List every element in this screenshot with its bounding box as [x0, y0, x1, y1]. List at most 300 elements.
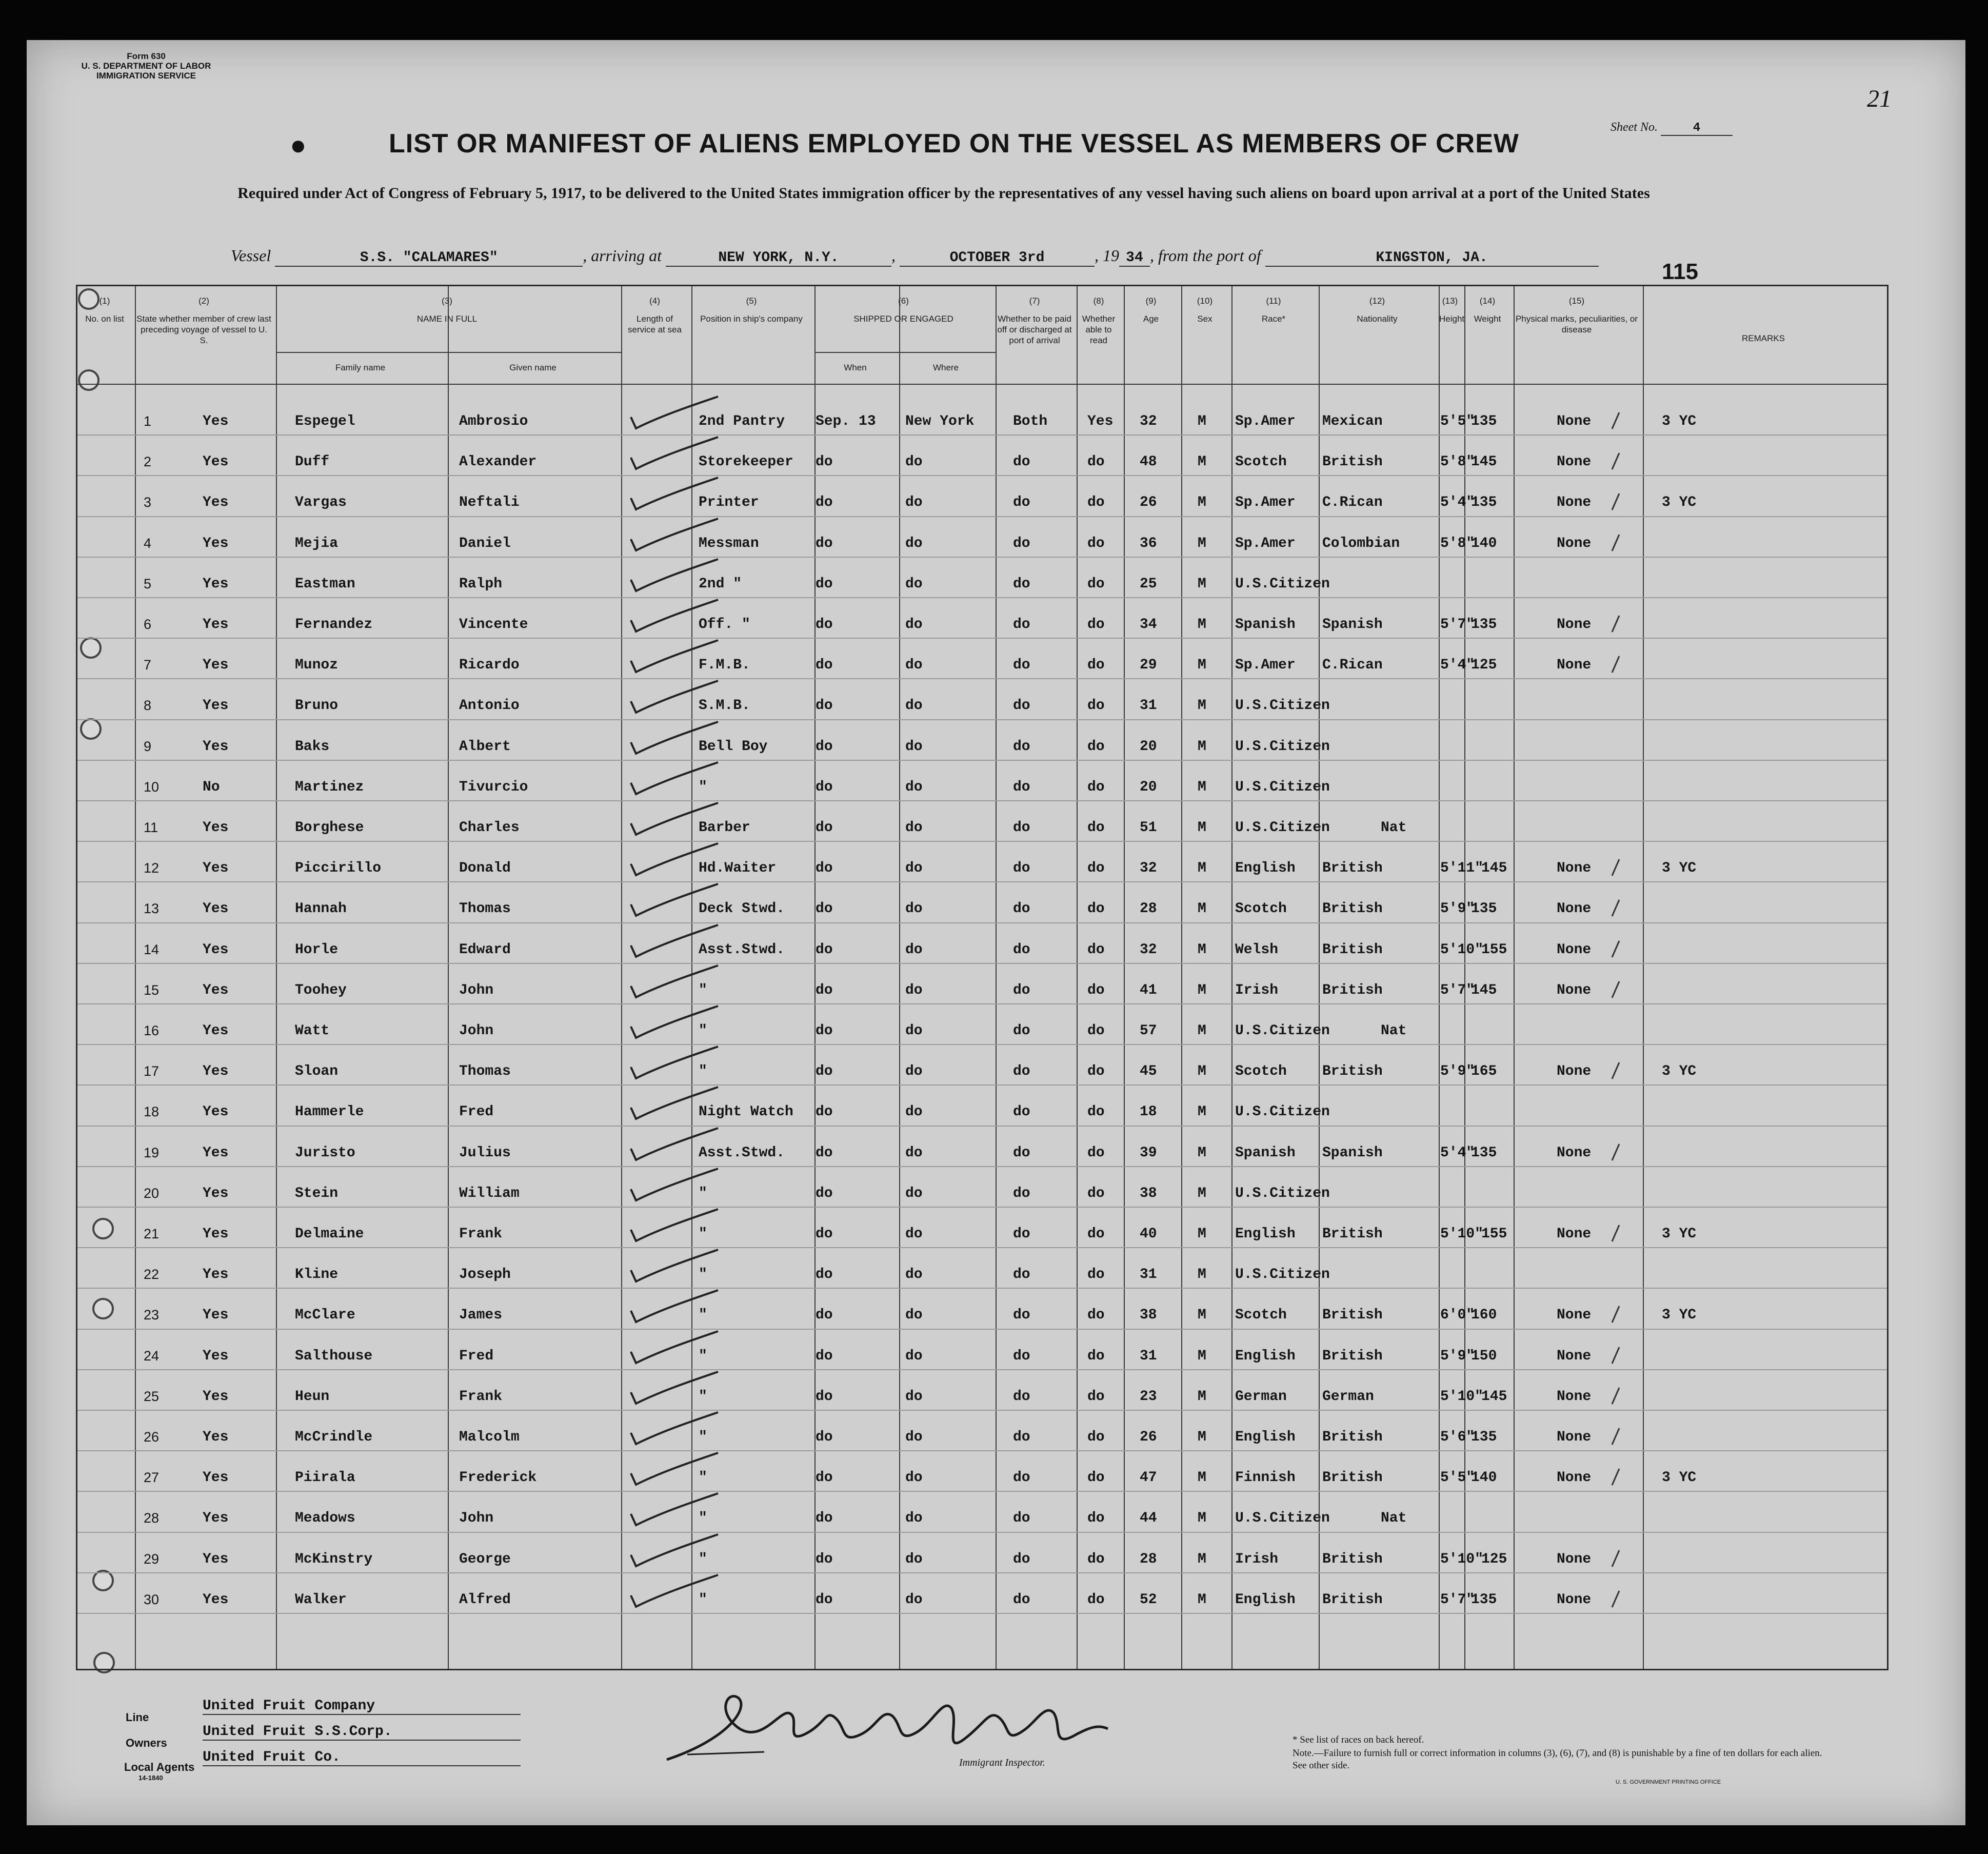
- tick-mark-icon: [1608, 1142, 1623, 1162]
- column-divider: [1643, 286, 1644, 1669]
- previous-voyage: Yes: [203, 1470, 229, 1486]
- weight: 150: [1471, 1348, 1497, 1364]
- shipped-when: do: [816, 779, 833, 795]
- column-divider: [1181, 286, 1182, 1669]
- column-label: Sex: [1197, 314, 1212, 324]
- column-header: [1077, 295, 1120, 381]
- agents-code: 14-1840: [138, 1774, 163, 1782]
- position: ": [699, 982, 707, 998]
- nationality: German: [1322, 1388, 1374, 1405]
- age: 32: [1140, 413, 1157, 429]
- column-number: (2): [198, 296, 209, 306]
- age: 32: [1140, 941, 1157, 958]
- age: 57: [1140, 1023, 1157, 1039]
- column-number: (3): [442, 296, 452, 306]
- family-name: Delmaine: [295, 1226, 364, 1242]
- tick-mark-icon: [1608, 1345, 1623, 1366]
- column-header: [1514, 295, 1639, 381]
- sex: M: [1198, 901, 1206, 917]
- able-to-read: do: [1087, 738, 1105, 755]
- shipped-where: do: [905, 820, 923, 836]
- column-divider: [996, 286, 997, 1669]
- row-divider: [77, 435, 1887, 436]
- able-to-read: do: [1087, 1267, 1105, 1283]
- column-number: (13): [1442, 296, 1458, 306]
- shipped-when: do: [816, 1145, 833, 1161]
- column-header: [1643, 295, 1883, 381]
- row-number: 10: [144, 779, 160, 795]
- row-divider: [77, 1003, 1887, 1004]
- position: ": [699, 1551, 707, 1567]
- sex: M: [1198, 1591, 1206, 1608]
- age: 44: [1140, 1510, 1157, 1527]
- column-label: Nationality: [1357, 314, 1398, 324]
- able-to-read: do: [1087, 1023, 1105, 1039]
- column-divider: [1319, 286, 1320, 1669]
- shipped-when: do: [816, 1267, 833, 1283]
- shipped-when: do: [816, 1429, 833, 1445]
- weight: 165: [1471, 1063, 1497, 1080]
- paid-off: do: [1013, 1429, 1030, 1445]
- family-name: McKinstry: [295, 1551, 373, 1567]
- position: Deck Stwd.: [699, 901, 785, 917]
- previous-voyage: Yes: [203, 1023, 229, 1039]
- sex: M: [1198, 1307, 1206, 1324]
- tick-mark-icon: [1608, 1548, 1623, 1569]
- subheader-divider: [814, 352, 996, 353]
- owners-label: Owners: [126, 1737, 167, 1749]
- form-service: IMMIGRATION SERVICE: [96, 71, 196, 81]
- column-divider: [1439, 286, 1440, 1669]
- column-number: (14): [1479, 296, 1496, 306]
- position: Asst.Stwd.: [699, 1145, 785, 1161]
- row-number: 15: [144, 982, 160, 998]
- physical-marks: None: [1557, 1063, 1592, 1080]
- departure-port: KINGSTON, JA.: [1265, 250, 1599, 267]
- shipped-when: do: [816, 860, 833, 877]
- previous-voyage: Yes: [203, 413, 229, 429]
- given-name: Antonio: [459, 698, 520, 714]
- row-number: 24: [144, 1348, 160, 1364]
- row-divider: [77, 1450, 1887, 1451]
- row-number: 29: [144, 1551, 160, 1567]
- given-name: John: [459, 1023, 494, 1039]
- physical-marks: None: [1557, 495, 1592, 511]
- sex: M: [1198, 1348, 1206, 1364]
- age: 39: [1140, 1145, 1157, 1161]
- tick-mark-icon: [1608, 451, 1623, 471]
- position: 2nd Pantry: [699, 413, 785, 429]
- row-divider: [77, 1084, 1887, 1086]
- line-label: Line: [126, 1711, 149, 1724]
- nationality: Mexican: [1322, 413, 1383, 429]
- row-number: 17: [144, 1063, 160, 1079]
- previous-voyage: Yes: [203, 820, 229, 836]
- shipped-where: do: [905, 1551, 923, 1567]
- row-number: 6: [144, 617, 152, 632]
- paid-off: do: [1013, 1267, 1030, 1283]
- age: 32: [1140, 860, 1157, 877]
- column-header: [1182, 295, 1228, 381]
- row-number: 21: [144, 1226, 160, 1241]
- height: 5'8": [1440, 535, 1475, 551]
- shipped-where: do: [905, 576, 923, 592]
- shipped-when: do: [816, 617, 833, 633]
- shipped-when: do: [816, 820, 833, 836]
- column-number: (11): [1266, 296, 1281, 306]
- able-to-read: do: [1087, 1470, 1105, 1486]
- column-number: (8): [1093, 296, 1104, 306]
- sex: M: [1198, 1185, 1206, 1201]
- race: U.S.Citizen: [1235, 779, 1330, 795]
- column-divider: [1124, 286, 1125, 1669]
- column-divider: [135, 286, 136, 1669]
- column-number: (7): [1029, 296, 1040, 306]
- paid-off: do: [1013, 1591, 1030, 1608]
- row-number: 13: [144, 901, 160, 917]
- tick-mark-icon: [1608, 532, 1623, 553]
- race: Irish: [1235, 982, 1279, 998]
- race: Scotch: [1235, 901, 1287, 917]
- position: ": [699, 1063, 707, 1080]
- nationality: British: [1322, 1591, 1383, 1608]
- position: ": [699, 779, 707, 795]
- shipped-when: do: [816, 657, 833, 674]
- row-number: 9: [144, 738, 152, 754]
- family-name: Kline: [295, 1267, 339, 1283]
- position: ": [699, 1267, 707, 1283]
- column-label: REMARKS: [1741, 333, 1785, 343]
- year-prefix: , 19: [1094, 246, 1119, 265]
- race: Scotch: [1235, 454, 1287, 470]
- physical-marks: None: [1557, 982, 1592, 998]
- nationality: British: [1322, 1348, 1383, 1364]
- height: 5'5": [1440, 413, 1475, 429]
- row-number: 20: [144, 1185, 160, 1201]
- arriving-label: , arriving at: [583, 246, 662, 265]
- shipped-where: do: [905, 738, 923, 755]
- shipped-where: do: [905, 1185, 923, 1201]
- physical-marks: None: [1557, 1226, 1592, 1242]
- position: Hd.Waiter: [699, 860, 777, 877]
- given-name: John: [459, 1510, 494, 1527]
- previous-voyage: Yes: [203, 901, 229, 917]
- check-mark-icon: [621, 555, 723, 596]
- weight: 145: [1471, 982, 1497, 998]
- previous-voyage: Yes: [203, 698, 229, 714]
- paid-off: do: [1013, 698, 1030, 714]
- shipped-where: do: [905, 454, 923, 470]
- race: U.S.Citizen: [1235, 1267, 1330, 1283]
- row-number: 4: [144, 535, 152, 551]
- race: U.S.Citizen: [1235, 738, 1330, 755]
- nationality: Nat: [1381, 1023, 1407, 1039]
- given-name: Neftali: [459, 495, 520, 511]
- able-to-read: do: [1087, 1429, 1105, 1445]
- column-header: [1465, 295, 1510, 381]
- previous-voyage: No: [203, 779, 220, 795]
- physical-marks: None: [1557, 941, 1592, 958]
- tick-mark-icon: [1608, 1304, 1623, 1325]
- sex: M: [1198, 1267, 1206, 1283]
- family-name: Juristo: [295, 1145, 355, 1161]
- paid-off: do: [1013, 576, 1030, 592]
- race: Sp.Amer: [1235, 657, 1296, 674]
- column-header: [815, 295, 992, 349]
- row-divider: [77, 1532, 1887, 1533]
- column-header: [78, 295, 131, 381]
- column-number: (5): [746, 296, 757, 306]
- shipped-when: do: [816, 698, 833, 714]
- sex: M: [1198, 941, 1206, 958]
- check-mark-icon: [621, 758, 723, 799]
- height: 5'6": [1440, 1429, 1475, 1445]
- height: 5'4": [1440, 657, 1475, 674]
- row-number: 12: [144, 860, 160, 876]
- paid-off: do: [1013, 1551, 1030, 1567]
- weight: 160: [1471, 1307, 1497, 1324]
- height: 6'0": [1440, 1307, 1475, 1324]
- given-name: Frank: [459, 1388, 503, 1405]
- physical-marks: None: [1557, 1551, 1592, 1567]
- able-to-read: do: [1087, 941, 1105, 958]
- sex: M: [1198, 779, 1206, 795]
- row-number: 30: [144, 1591, 160, 1607]
- shipped-when: do: [816, 1307, 833, 1324]
- paid-off: do: [1013, 1023, 1030, 1039]
- column-label: NAME IN FULL: [416, 314, 478, 324]
- shipped-where: do: [905, 941, 923, 958]
- weight: 135: [1471, 1591, 1497, 1608]
- shipped-when: do: [816, 576, 833, 592]
- nationality: British: [1322, 454, 1383, 470]
- given-name: Charles: [459, 820, 520, 836]
- given-name: Malcolm: [459, 1429, 520, 1445]
- given-name: Ambrosio: [459, 413, 528, 429]
- shipped-when: do: [816, 1510, 833, 1527]
- given-name: Thomas: [459, 901, 511, 917]
- previous-voyage: Yes: [203, 1185, 229, 1201]
- race: U.S.Citizen: [1235, 698, 1330, 714]
- given-name: Frederick: [459, 1470, 537, 1486]
- remarks: 3 YC: [1662, 1226, 1697, 1242]
- age: 26: [1140, 1429, 1157, 1445]
- shipped-where: do: [905, 1348, 923, 1364]
- race: U.S.Citizen: [1235, 1510, 1330, 1527]
- paid-off: do: [1013, 1185, 1030, 1201]
- height: 5'9": [1440, 1063, 1475, 1080]
- age: 38: [1140, 1185, 1157, 1201]
- row-number: 1: [144, 413, 152, 429]
- nationality: C.Rican: [1322, 657, 1383, 674]
- physical-marks: None: [1557, 860, 1592, 877]
- column-label: SHIPPED OR ENGAGED: [853, 314, 953, 324]
- row-divider: [77, 1207, 1887, 1208]
- position: Bell Boy: [699, 738, 768, 755]
- previous-voyage: Yes: [203, 941, 229, 958]
- nationality: Spanish: [1322, 1145, 1383, 1161]
- row-divider: [77, 1247, 1887, 1248]
- row-number: 5: [144, 576, 152, 591]
- vessel-name: S.S. "CALAMARES": [275, 250, 583, 267]
- previous-voyage: Yes: [203, 535, 229, 551]
- vessel-label: Vessel: [231, 246, 271, 265]
- column-label: Whether able to read: [1082, 314, 1116, 345]
- column-label: Where: [932, 362, 959, 372]
- row-divider: [77, 516, 1887, 517]
- shipped-where: do: [905, 698, 923, 714]
- given-name: James: [459, 1307, 503, 1324]
- nationality: British: [1322, 1470, 1383, 1486]
- paid-off: do: [1013, 860, 1030, 877]
- row-divider: [77, 881, 1887, 882]
- age: 31: [1140, 1348, 1157, 1364]
- sex: M: [1198, 1226, 1206, 1242]
- shipped-where: do: [905, 495, 923, 511]
- ink-blot: ●: [290, 130, 307, 161]
- previous-voyage: Yes: [203, 1063, 229, 1080]
- able-to-read: do: [1087, 982, 1105, 998]
- column-number: (6): [898, 296, 909, 306]
- row-divider: [77, 597, 1887, 598]
- family-name: Eastman: [295, 576, 355, 592]
- tick-mark-icon: [1608, 410, 1623, 431]
- check-mark-icon: [621, 515, 723, 556]
- shipped-where: do: [905, 535, 923, 551]
- check-mark-icon: [621, 392, 723, 433]
- paid-off: do: [1013, 1307, 1030, 1324]
- physical-marks: None: [1557, 1429, 1592, 1445]
- previous-voyage: Yes: [203, 1510, 229, 1527]
- row-number: 23: [144, 1307, 160, 1323]
- column-label: When: [844, 362, 867, 372]
- age: 51: [1140, 820, 1157, 836]
- tick-mark-icon: [1608, 1467, 1623, 1487]
- paid-off: do: [1013, 1470, 1030, 1486]
- nationality: Spanish: [1322, 617, 1383, 633]
- shipped-when: do: [816, 901, 833, 917]
- column-label: Family name: [335, 362, 386, 372]
- position: ": [699, 1023, 707, 1039]
- nationality: British: [1322, 941, 1383, 958]
- agents-value: United Fruit Co.: [203, 1749, 521, 1766]
- able-to-read: Yes: [1087, 413, 1114, 429]
- sex: M: [1198, 657, 1206, 674]
- age: 36: [1140, 535, 1157, 551]
- tick-mark-icon: [1608, 939, 1623, 959]
- given-name: John: [459, 982, 494, 998]
- position: 2nd ": [699, 576, 742, 592]
- age: 34: [1140, 617, 1157, 633]
- age: 38: [1140, 1307, 1157, 1324]
- age: 31: [1140, 698, 1157, 714]
- nationality: British: [1322, 1063, 1383, 1080]
- shipped-where: do: [905, 982, 923, 998]
- race: U.S.Citizen: [1235, 576, 1330, 592]
- nationality: British: [1322, 860, 1383, 877]
- nationality: British: [1322, 1307, 1383, 1324]
- sex: M: [1198, 576, 1206, 592]
- column-label: Position in ship's company: [700, 314, 803, 324]
- given-name: Alexander: [459, 454, 537, 470]
- weight: 135: [1471, 1145, 1497, 1161]
- position: ": [699, 1429, 707, 1445]
- nationality: British: [1322, 1429, 1383, 1445]
- height: 5'11": [1440, 860, 1484, 877]
- row-divider: [77, 1288, 1887, 1289]
- row-divider: [77, 963, 1887, 964]
- remarks: 3 YC: [1662, 1307, 1697, 1324]
- shipped-where: do: [905, 1145, 923, 1161]
- weight: 140: [1471, 535, 1497, 551]
- age: 41: [1140, 982, 1157, 998]
- column-label: Length of service at sea: [628, 314, 682, 334]
- race: Finnish: [1235, 1470, 1296, 1486]
- row-number: 11: [144, 820, 158, 835]
- given-name: Donald: [459, 860, 511, 877]
- able-to-read: do: [1087, 1063, 1105, 1080]
- page-number: 115: [1662, 259, 1698, 284]
- nationality: C.Rican: [1322, 495, 1383, 511]
- family-name: Meadows: [295, 1510, 355, 1527]
- form-title: LIST OR MANIFEST OF ALIENS EMPLOYED ON THE VESSEL AS MEMBERS OF CREW: [389, 129, 1519, 159]
- column-number: (9): [1145, 296, 1157, 306]
- age: 25: [1140, 576, 1157, 592]
- race: Sp.Amer: [1235, 495, 1296, 511]
- position: Storekeeper: [699, 454, 793, 470]
- family-name: Sloan: [295, 1063, 339, 1080]
- column-number: (4): [649, 296, 660, 306]
- family-name: Piccirillo: [295, 860, 382, 877]
- form-department: U. S. DEPARTMENT OF LABOR: [81, 61, 211, 71]
- family-name: Mejia: [295, 535, 339, 551]
- physical-marks: None: [1557, 1591, 1592, 1608]
- sex: M: [1198, 820, 1206, 836]
- previous-voyage: Yes: [203, 860, 229, 877]
- shipped-when: do: [816, 1023, 833, 1039]
- form-subtitle: Required under Act of Congress of February 5, 1917, to be delivered to the United States immigration officer by the representatives of any vessel having such aliens on board upon arrival at a port of the United States: [237, 185, 1650, 202]
- shipped-when: do: [816, 1226, 833, 1242]
- row-number: 8: [144, 698, 152, 714]
- position: ": [699, 1470, 707, 1486]
- paid-off: do: [1013, 941, 1030, 958]
- sex: M: [1198, 1388, 1206, 1405]
- row-divider: [77, 841, 1887, 842]
- family-name: Watt: [295, 1023, 330, 1039]
- previous-voyage: Yes: [203, 738, 229, 755]
- subheader-divider: [276, 352, 621, 353]
- given-name: Frank: [459, 1226, 503, 1242]
- age: 29: [1140, 657, 1157, 674]
- position: F.M.B.: [699, 657, 750, 674]
- check-mark-icon: [621, 961, 723, 1002]
- check-mark-icon: [621, 1083, 723, 1124]
- row-divider: [77, 800, 1887, 801]
- paid-off: do: [1013, 738, 1030, 755]
- column-header: [276, 295, 618, 349]
- column-header: [900, 353, 992, 381]
- family-name: Hannah: [295, 901, 347, 917]
- family-name: Munoz: [295, 657, 339, 674]
- nationality: British: [1322, 1226, 1383, 1242]
- family-name: Duff: [295, 454, 330, 470]
- tick-mark-icon: [1608, 898, 1623, 918]
- shipped-when: do: [816, 495, 833, 511]
- age: 28: [1140, 901, 1157, 917]
- shipped-when: do: [816, 1388, 833, 1405]
- check-mark-icon: [621, 433, 723, 474]
- weight: 145: [1471, 454, 1497, 470]
